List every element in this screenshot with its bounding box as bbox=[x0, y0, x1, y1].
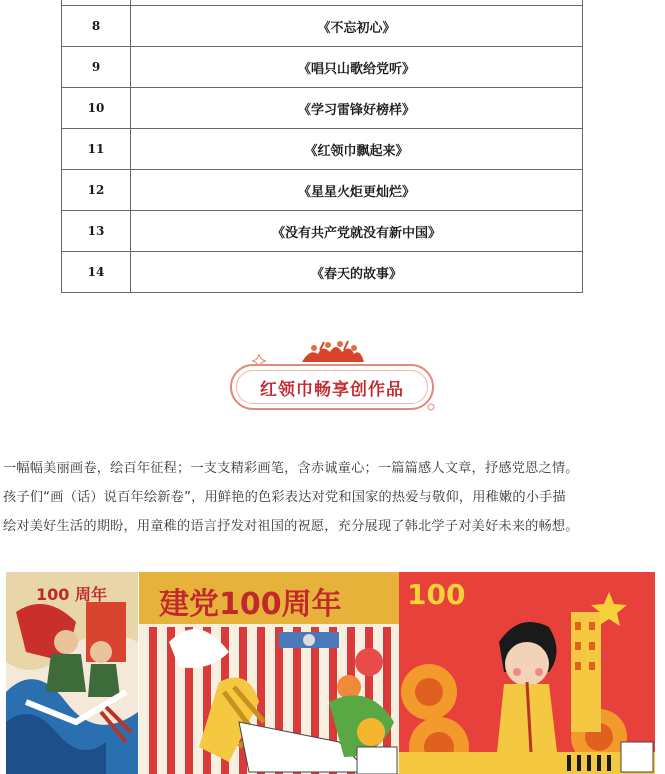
artwork-image-1 bbox=[6, 572, 138, 774]
row-number: 13 bbox=[62, 211, 131, 252]
section-title-banner bbox=[230, 364, 434, 410]
song-title: 《不忘初心》 bbox=[131, 6, 583, 47]
row-number: 8 bbox=[62, 6, 131, 47]
artwork-image-2 bbox=[139, 572, 399, 774]
paragraph-line: 孩子们“画（话）说百年绘新卷”，用鲜艳的色彩表达对党和国家的热爱与敬仰，用稚嫩的小手描 bbox=[3, 490, 566, 505]
row-number: 12 bbox=[62, 170, 131, 211]
artwork-caption: 建党100周年 bbox=[159, 587, 342, 622]
table-row bbox=[62, 211, 583, 252]
table-row bbox=[62, 47, 583, 88]
song-title: 《春天的故事》 bbox=[131, 252, 583, 293]
artwork-caption: 100 周年 bbox=[36, 585, 107, 604]
table-row bbox=[62, 129, 583, 170]
section-title: 红领巾畅享创作品 bbox=[236, 370, 428, 404]
song-title: 《星星火炬更灿烂》 bbox=[131, 170, 583, 211]
children-silhouette-icon bbox=[300, 340, 366, 364]
artwork-caption: 100 bbox=[407, 578, 466, 611]
intro-paragraph bbox=[3, 454, 663, 541]
song-table bbox=[61, 0, 583, 293]
sparkle-icon bbox=[426, 402, 436, 412]
song-title: 《红领巾飘起来》 bbox=[131, 129, 583, 170]
row-number: 10 bbox=[62, 88, 131, 129]
table-row bbox=[62, 170, 583, 211]
song-title: 《没有共产党就没有新中国》 bbox=[131, 211, 583, 252]
song-title: 《学习雷锋好榜样》 bbox=[131, 88, 583, 129]
song-title: 《唱只山歌给党听》 bbox=[131, 47, 583, 88]
row-number: 9 bbox=[62, 47, 131, 88]
row-number: 14 bbox=[62, 252, 131, 293]
paragraph-line: 绘对美好生活的期盼，用童稚的语言抒发对祖国的祝愿，充分展现了韩北学子对美好未来的畅想。 bbox=[3, 519, 579, 534]
row-number: 11 bbox=[62, 129, 131, 170]
paragraph-line: 一幅幅美丽画卷，绘百年征程；一支支精彩画笔，含赤诚童心；一篇篇感人文章，抒感党恩之情。 bbox=[3, 461, 579, 476]
table-row bbox=[62, 6, 583, 47]
artwork-image-3 bbox=[399, 572, 655, 774]
table-row bbox=[62, 88, 583, 129]
table-row bbox=[62, 252, 583, 293]
